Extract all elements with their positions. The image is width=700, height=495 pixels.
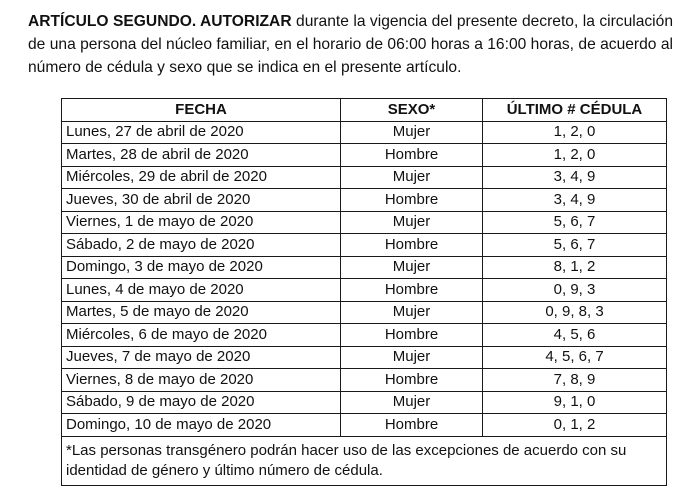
header-fecha: FECHA [62,99,341,122]
cell-fecha: Jueves, 7 de mayo de 2020 [62,346,341,369]
header-sexo: SEXO* [341,99,483,122]
cell-sexo: Hombre [341,369,483,392]
cell-sexo: Hombre [341,324,483,347]
cell-fecha: Lunes, 4 de mayo de 2020 [62,279,341,302]
cell-sexo: Mujer [341,301,483,324]
table-row [62,391,667,414]
table-row [62,234,667,257]
cell-fecha: Domingo, 10 de mayo de 2020 [62,414,341,437]
table-row [62,346,667,369]
cell-cedula: 0, 9, 8, 3 [483,301,667,324]
cell-sexo: Hombre [341,414,483,437]
table-row [62,414,667,437]
table-row [62,166,667,189]
cell-fecha: Lunes, 27 de abril de 2020 [62,121,341,144]
cell-cedula: 1, 2, 0 [483,144,667,167]
header-cedula: ÚLTIMO # CÉDULA [483,99,667,122]
cell-cedula: 0, 1, 2 [483,414,667,437]
article-text: durante la vigencia del presente decreto, la circulación de una persona del núcleo familiar, en el horario de 06:00 horas a 16:00 horas, de acuerdo al número de cédula y sexo que se indica en el presente artículo. [28,13,673,76]
cell-sexo: Mujer [341,346,483,369]
table-row [62,301,667,324]
cell-cedula: 1, 2, 0 [483,121,667,144]
cell-fecha: Viernes, 1 de mayo de 2020 [62,211,341,234]
table-row [62,369,667,392]
cell-cedula: 0, 9, 3 [483,279,667,302]
table-row [62,189,667,212]
schedule-table [61,98,667,486]
cell-sexo: Mujer [341,391,483,414]
cell-cedula: 4, 5, 6, 7 [483,346,667,369]
cell-fecha: Sábado, 2 de mayo de 2020 [62,234,341,257]
table-row [62,211,667,234]
cell-cedula: 8, 1, 2 [483,256,667,279]
cell-fecha: Jueves, 30 de abril de 2020 [62,189,341,212]
cell-fecha: Sábado, 9 de mayo de 2020 [62,391,341,414]
table-row [62,324,667,347]
cell-cedula: 5, 6, 7 [483,211,667,234]
cell-sexo: Mujer [341,211,483,234]
cell-cedula: 4, 5, 6 [483,324,667,347]
table-row [62,256,667,279]
cell-cedula: 3, 4, 9 [483,166,667,189]
cell-sexo: Hombre [341,234,483,257]
table-row [62,279,667,302]
table-row [62,144,667,167]
cell-cedula: 3, 4, 9 [483,189,667,212]
cell-fecha: Martes, 28 de abril de 2020 [62,144,341,167]
cell-cedula: 7, 8, 9 [483,369,667,392]
article-paragraph [28,10,673,79]
table-row [62,121,667,144]
header-row [62,99,667,122]
cell-fecha: Martes, 5 de mayo de 2020 [62,301,341,324]
footnote: *Las personas transgénero podrán hacer uso de las excepciones de acuerdo con su identidad de género y último número de cédula. [62,436,667,485]
article-lead: ARTÍCULO SEGUNDO. AUTORIZAR [28,13,292,30]
cell-sexo: Mujer [341,166,483,189]
table-body [62,121,667,485]
cell-sexo: Hombre [341,189,483,212]
cell-fecha: Domingo, 3 de mayo de 2020 [62,256,341,279]
footnote-row [62,436,667,485]
cell-cedula: 5, 6, 7 [483,234,667,257]
cell-fecha: Viernes, 8 de mayo de 2020 [62,369,341,392]
cell-sexo: Hombre [341,279,483,302]
cell-sexo: Mujer [341,256,483,279]
cell-sexo: Mujer [341,121,483,144]
cell-cedula: 9, 1, 0 [483,391,667,414]
cell-fecha: Miércoles, 6 de mayo de 2020 [62,324,341,347]
cell-fecha: Miércoles, 29 de abril de 2020 [62,166,341,189]
cell-sexo: Hombre [341,144,483,167]
